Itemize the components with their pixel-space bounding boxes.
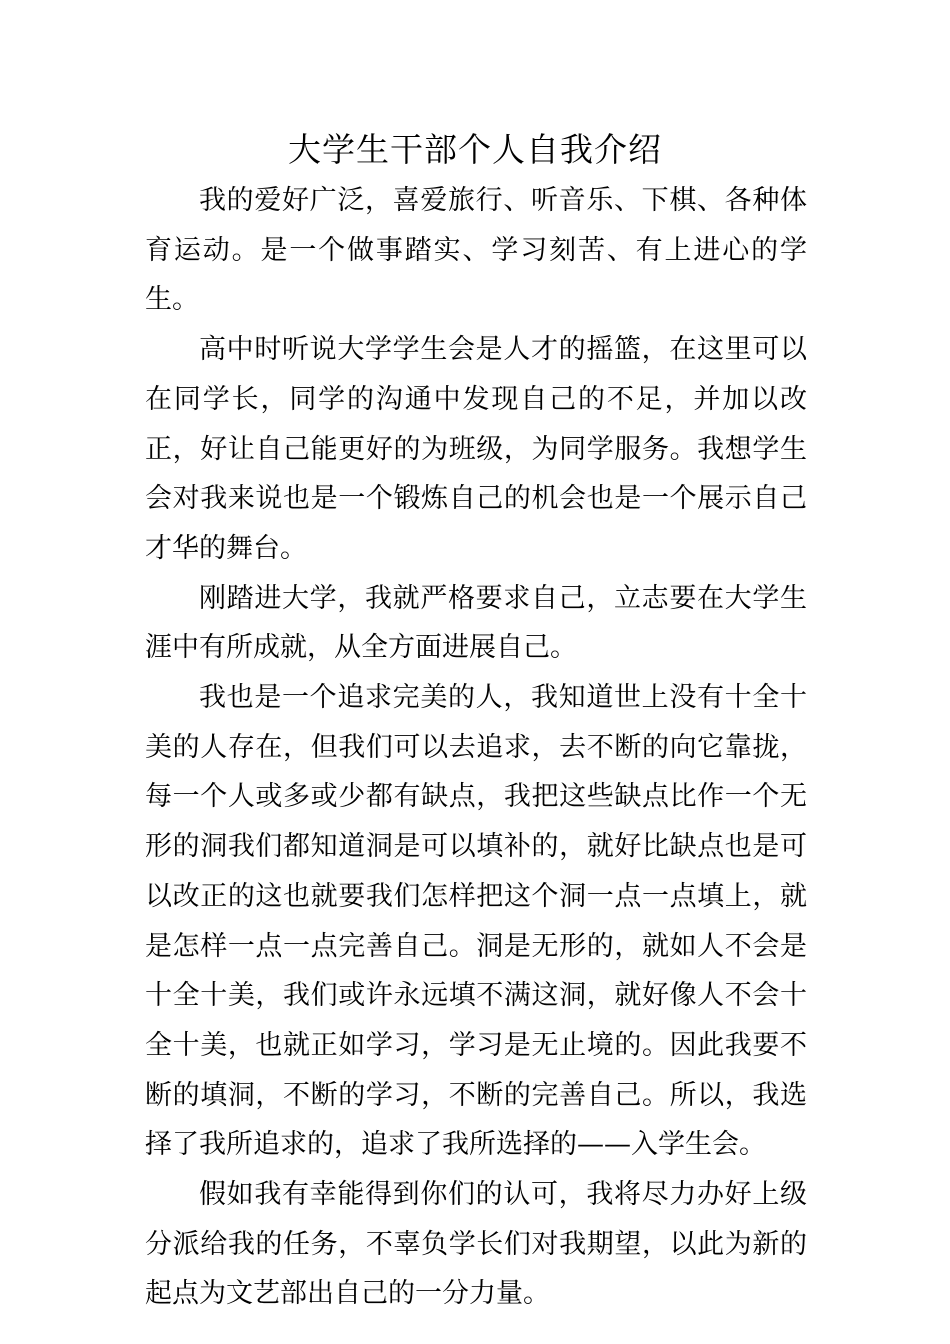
- paragraph-3: 刚踏进大学，我就严格要求自己，立志要在大学生涯中有所成就，从全方面进展自己。: [145, 582, 807, 664]
- document-title: 大学生干部个人自我介绍: [288, 130, 662, 169]
- paragraph-1: 我的爱好广泛，喜爱旅行、听音乐、下棋、各种体育运动。是一个做事踏实、学习刻苦、有上进心的学生。: [145, 185, 807, 316]
- paragraph-4: 我也是一个追求完美的人，我知道世上没有十全十美的人存在，但我们可以去追求，去不断的向它靠拢，每一个人或多或少都有缺点，我把这些缺点比作一个无形的洞我们都知道洞是可以填补的，就好比缺点也是可以改正的这也就要我们怎样把这个洞一点一点填上，就是怎样一点一点完善自己。洞是无形的，就如人不会是十全十美，我们或许永远填不满这洞，就好像人不会十全十美，也就正如学习，学习是无止境的。因此我要不断的填洞，不断的学习，不断的完善自己。所以，我选择了我所追求的，追求了我所选择的——入学生会。: [145, 682, 807, 1161]
- document-body: [145, 176, 807, 1319]
- paragraph-5: 假如我有幸能得到你们的认可，我将尽力办好上级分派给我的任务，不辜负学长们对我期望，以此为新的起点为文艺部出自己的一分力量。: [145, 1179, 807, 1310]
- paragraph-2: 高中时听说大学学生会是人才的摇篮，在这里可以在同学长，同学的沟通中发现自己的不足，并加以改正，好让自己能更好的为班级，为同学服务。我想学生会对我来说也是一个锻炼自己的机会也是一个展示自己才华的舞台。: [145, 334, 807, 564]
